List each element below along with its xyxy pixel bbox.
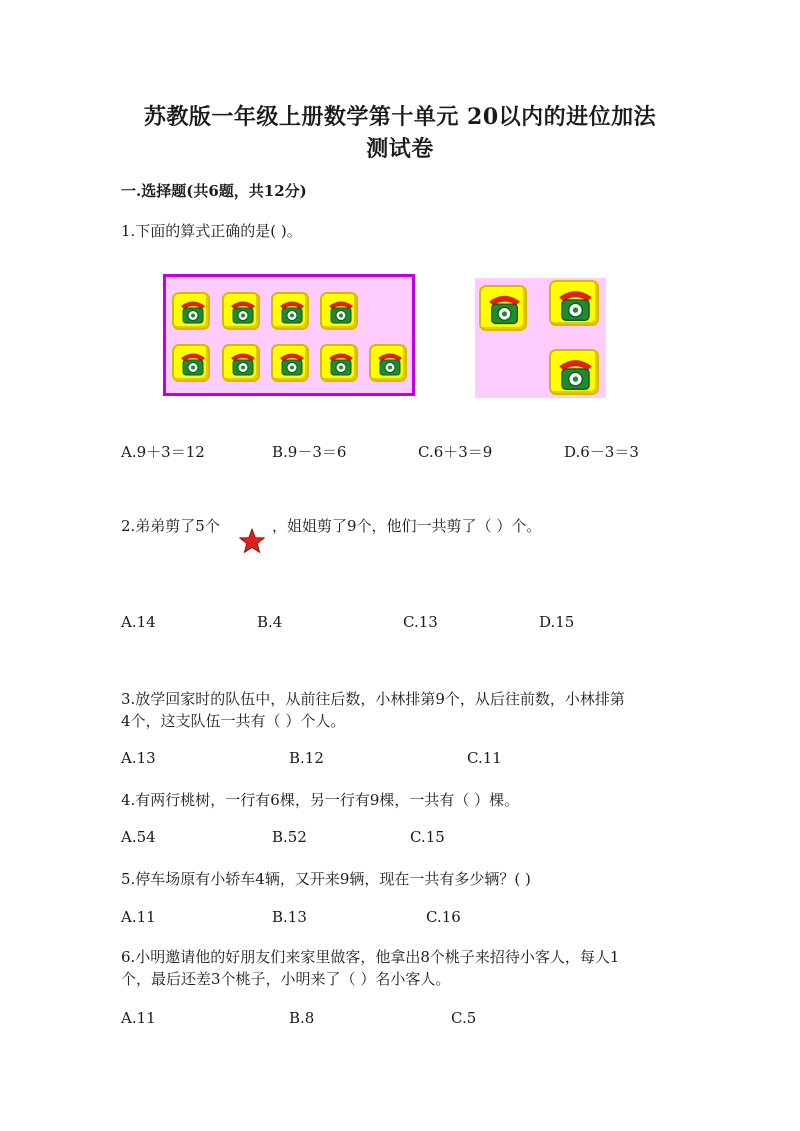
telephone-icon <box>271 292 309 330</box>
telephone-icon <box>320 292 358 330</box>
question-2-option-a[interactable]: A.14 <box>121 613 156 631</box>
question-2-text-before: 2.弟弟剪了5个 <box>121 517 220 535</box>
question-4-option-c[interactable]: C.15 <box>410 828 445 846</box>
telephone-icon <box>549 280 599 326</box>
telephone-icon <box>222 292 260 330</box>
question-1-option-c[interactable]: C.6＋3＝9 <box>418 443 493 461</box>
question-1-text: 1.下面的算式正确的是( )。 <box>121 222 302 240</box>
page-title-line2: 测试卷 <box>366 136 434 162</box>
question-4-option-b[interactable]: B.52 <box>272 828 307 846</box>
telephone-icon <box>172 292 210 330</box>
question-2-option-c[interactable]: C.13 <box>403 613 438 631</box>
question-6-option-a[interactable]: A.11 <box>121 1009 156 1027</box>
question-4-text: 4.有两行桃树，一行有6棵，另一行有9棵，一共有（ ）棵。 <box>121 791 520 809</box>
question-1-option-a[interactable]: A.9＋3＝12 <box>121 443 205 461</box>
telephone-icon <box>172 344 210 382</box>
telephone-icon <box>222 344 260 382</box>
question-5-text: 5.停车场原有小轿车4辆，又开来9辆，现在一共有多少辆？( ) <box>121 870 531 888</box>
question-6-option-c[interactable]: C.5 <box>451 1009 477 1027</box>
question-1-option-b[interactable]: B.9－3＝6 <box>272 443 347 461</box>
section-heading: 一.选择题(共6题，共12分) <box>121 182 307 200</box>
question-4-option-a[interactable]: A.54 <box>121 828 156 846</box>
question-6-text-line1: 6.小明邀请他的好朋友们来家里做客，他拿出8个桃子来招待小客人，每人1 <box>121 948 620 966</box>
telephone-icon <box>369 344 407 382</box>
question-5-option-a[interactable]: A.11 <box>121 908 156 926</box>
question-3-text-line2: 4个，这支队伍一共有（ ）个人。 <box>121 712 346 730</box>
question-3-option-c[interactable]: C.11 <box>467 749 502 767</box>
question-5-option-b[interactable]: B.13 <box>272 908 307 926</box>
question-2-option-d[interactable]: D.15 <box>539 613 575 631</box>
question-6-text-line2: 个，最后还差3个桃子，小明来了（ ）名小客人。 <box>121 970 451 988</box>
telephone-icon <box>320 344 358 382</box>
telephone-icon <box>271 344 309 382</box>
question-3-text-line1: 3.放学回家时的队伍中，从前往后数，小林排第9个，从后往前数，小林排第 <box>121 690 625 708</box>
question-2-option-b[interactable]: B.4 <box>257 613 283 631</box>
question-5-option-c[interactable]: C.16 <box>426 908 461 926</box>
question-3-option-b[interactable]: B.12 <box>289 749 324 767</box>
star-icon <box>239 528 265 558</box>
page-title-line1: 苏教版一年级上册数学第十单元 20以内的进位加法 <box>143 104 657 130</box>
telephone-icon <box>479 285 527 331</box>
question-6-option-b[interactable]: B.8 <box>289 1009 315 1027</box>
question-1-option-d[interactable]: D.6－3＝3 <box>564 443 639 461</box>
question-3-option-a[interactable]: A.13 <box>121 749 156 767</box>
telephone-icon <box>549 349 599 395</box>
question-2-text-after: ，姐姐剪了9个，他们一共剪了（ ）个。 <box>272 517 542 535</box>
